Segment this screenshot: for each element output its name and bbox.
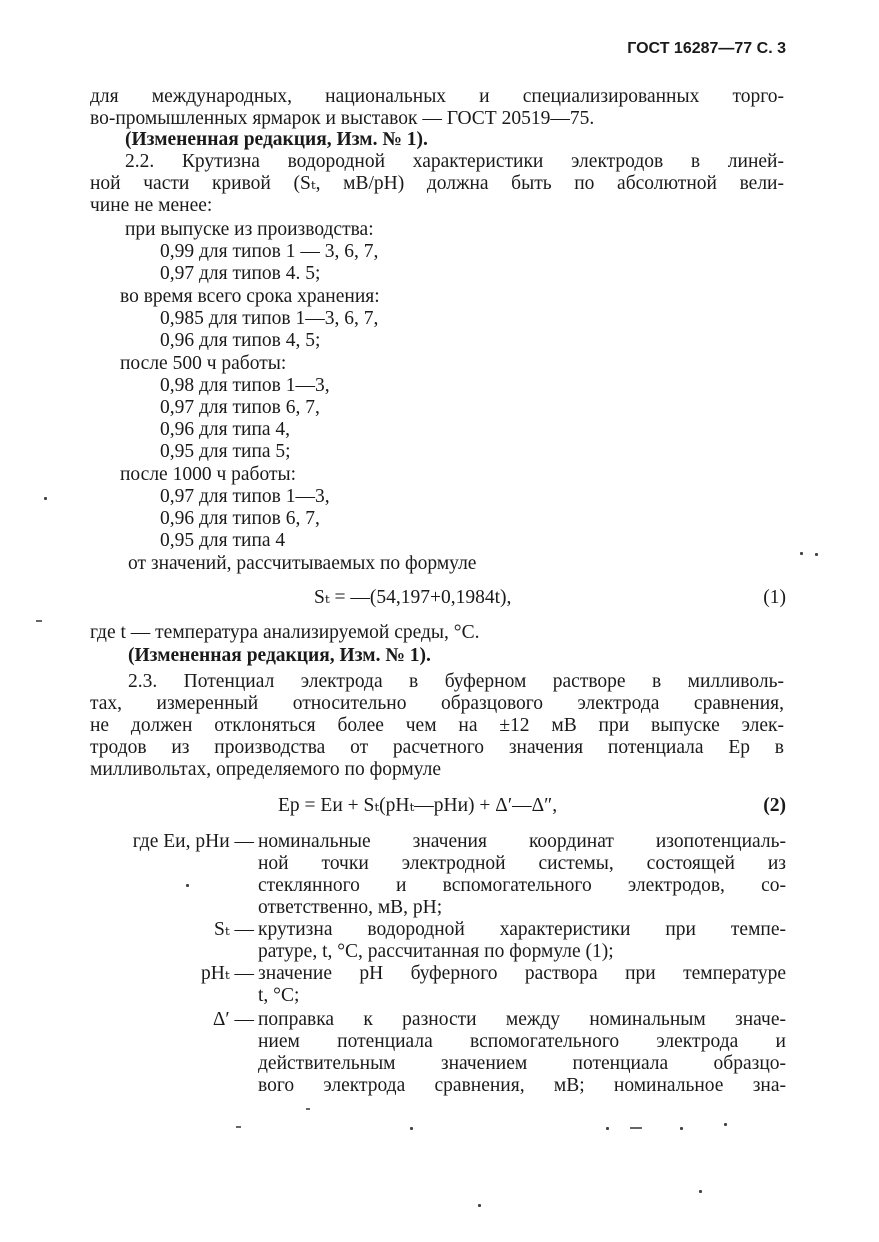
- text-line: ной части кривой (Sₜ, мВ/рН) должна быть по абсолютной вели-: [90, 173, 784, 194]
- list-heading: после 500 ч работы:: [120, 353, 287, 374]
- amendment-note: (Измененная редакция, Изм. № 1).: [125, 129, 428, 150]
- scan-speck: [680, 1127, 683, 1130]
- list-heading: при выпуске из производства:: [125, 219, 374, 240]
- list-item: 0,96 для типов 4, 5;: [160, 330, 321, 351]
- scan-speck: [306, 1108, 310, 1110]
- definition-text: нием потенциала вспомогательного электрода и: [258, 1031, 786, 1052]
- scan-speck: [36, 620, 42, 622]
- scan-speck: [606, 1127, 609, 1130]
- text-line: где t — температура анализируемой среды, °С.: [90, 622, 480, 643]
- text-line: от значений, рассчитываемых по формуле: [128, 553, 477, 574]
- scan-speck: [724, 1123, 727, 1126]
- definition-text: крутизна водородной характеристики при темпе-: [258, 919, 786, 940]
- list-item: 0,95 для типа 5;: [160, 441, 291, 462]
- formula-1: Sₜ = —(54,197+0,1984t),: [314, 587, 512, 608]
- text-line: для международных, национальных и специализированных торго-: [90, 86, 784, 107]
- text-line: милливольтах, определяемого по формуле: [90, 759, 442, 780]
- list-heading: во время всего срока хранения:: [120, 286, 380, 307]
- list-item: 0,97 для типов 6, 7,: [160, 397, 320, 418]
- definition-text: действительным значением потенциала образцо-: [258, 1053, 786, 1074]
- definition-term: pHₜ —: [200, 963, 254, 984]
- definition-text: поправка к разности между номинальным значе-: [258, 1009, 786, 1030]
- list-item: 0,98 для типов 1—3,: [160, 375, 330, 396]
- section-2-2-heading: 2.2. Крутизна водородной характеристики электродов в линей-: [125, 151, 784, 172]
- text-line: не должен отклоняться более чем на ±12 мВ при выпуске элек-: [90, 715, 784, 736]
- scan-speck: [236, 1126, 241, 1128]
- page-header: ГОСТ 16287—77 С. 3: [627, 40, 786, 57]
- text-line: чине не менее:: [90, 195, 213, 216]
- definition-term: Δ′ —: [212, 1009, 254, 1030]
- definition-term: где Eи, pHи —: [132, 831, 254, 852]
- scan-speck: [186, 884, 189, 887]
- list-item: 0,97 для типов 4. 5;: [160, 263, 321, 284]
- definition-text: вого электрода сравнения, мВ; номинальное зна-: [258, 1075, 786, 1096]
- text-line: тродов из производства от расчетного значения потенциала Eр в: [90, 737, 784, 758]
- text-line: во-промышленных ярмарок и выставок — ГОСТ 20519—75.: [90, 108, 595, 129]
- scan-speck: [699, 1190, 702, 1193]
- list-item: 0,95 для типа 4: [160, 530, 286, 551]
- list-item: 0,99 для типов 1 — 3, 6, 7,: [160, 241, 379, 262]
- list-item: 0,96 для типа 4,: [160, 419, 291, 440]
- definition-text: номинальные значения координат изопотенциаль-: [258, 831, 786, 852]
- scan-speck: [44, 497, 47, 500]
- definition-term: Sₜ —: [213, 919, 254, 940]
- formula-1-number: (1): [763, 587, 786, 608]
- definition-text: ратуре, t, °С, рассчитанная по формуле (1);: [258, 941, 614, 962]
- list-item: 0,97 для типов 1—3,: [160, 486, 330, 507]
- section-2-3-heading: 2.3. Потенциал электрода в буферном растворе в милливоль-: [128, 671, 784, 692]
- definition-text: ной точки электродной системы, состоящей из: [258, 853, 786, 874]
- definition-text: стеклянного и вспомогательного электродов, со-: [258, 875, 786, 896]
- definition-text: ответственно, мВ, рН;: [258, 897, 443, 918]
- list-item: 0,96 для типов 6, 7,: [160, 508, 320, 529]
- amendment-note: (Измененная редакция, Изм. № 1).: [128, 645, 431, 666]
- scan-speck: [478, 1204, 481, 1207]
- list-item: 0,985 для типов 1—3, 6, 7,: [160, 308, 379, 329]
- definition-text: значение рН буферного раствора при температуре: [258, 963, 786, 984]
- text-line: тах, измеренный относительно образцового электрода сравнения,: [90, 693, 784, 714]
- scan-speck: [815, 553, 818, 556]
- scan-speck: [410, 1127, 413, 1130]
- list-heading: после 1000 ч работы:: [120, 464, 297, 485]
- scan-speck: [800, 552, 803, 555]
- formula-2-number: (2): [763, 795, 786, 816]
- formula-2: Eр = Eи + Sₜ(pHₜ—pHи) + Δ′—Δ″,: [278, 795, 558, 816]
- definition-text: t, °С;: [258, 985, 300, 1006]
- scan-speck: [630, 1127, 642, 1129]
